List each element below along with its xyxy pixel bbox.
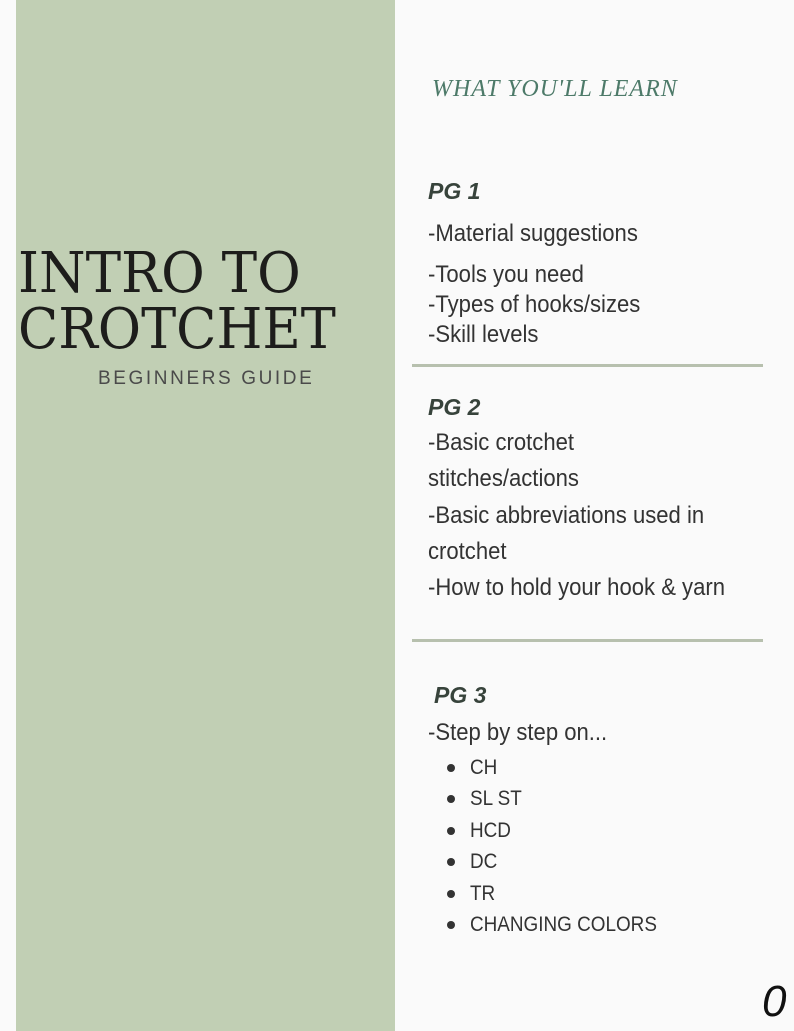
section-label-pg2: PG 2 — [428, 394, 481, 420]
bullet-dot-icon — [447, 890, 455, 898]
title-line-2: CROTCHET — [18, 297, 336, 362]
section-label-pg1: PG 1 — [428, 178, 481, 204]
bullet-item: HCD — [440, 815, 678, 846]
subtitle: BEGINNERS GUIDE — [98, 368, 315, 389]
list-item: -Types of hooks/sizes — [428, 291, 641, 318]
bullet-item: CH — [440, 752, 678, 783]
page-margin — [0, 0, 16, 1031]
list-item: crotchet — [428, 538, 507, 565]
bullet-item: TR — [440, 878, 678, 909]
list-item: stitches/actions — [428, 465, 579, 492]
bullet-item: SL ST — [440, 783, 678, 814]
bullet-item: DC — [440, 846, 678, 877]
section-divider — [412, 639, 763, 642]
page-number: 0 — [762, 977, 787, 1026]
contents-heading: WHAT YOU'LL LEARN — [432, 76, 678, 102]
list-item: -Material suggestions — [428, 220, 638, 247]
title-line-1: INTRO TO — [18, 241, 301, 306]
bullet-dot-icon — [447, 795, 455, 803]
cover-panel — [16, 0, 395, 1031]
bullet-dot-icon — [447, 764, 455, 772]
bullet-item: CHANGING COLORS — [440, 909, 678, 940]
list-item: -Step by step on... — [428, 719, 608, 746]
list-item: -Skill levels — [428, 321, 539, 348]
bullet-dot-icon — [447, 921, 455, 929]
bullet-dot-icon — [447, 827, 455, 835]
bullet-dot-icon — [447, 858, 455, 866]
list-item: -Basic abbreviations used in — [428, 502, 705, 529]
list-item: -How to hold your hook & yarn — [428, 574, 726, 601]
list-item: -Basic crotchet — [428, 429, 575, 456]
section-label-pg3: PG 3 — [434, 682, 487, 708]
stitch-list — [440, 752, 678, 940]
list-item: -Tools you need — [428, 261, 584, 288]
section-divider — [412, 364, 763, 367]
